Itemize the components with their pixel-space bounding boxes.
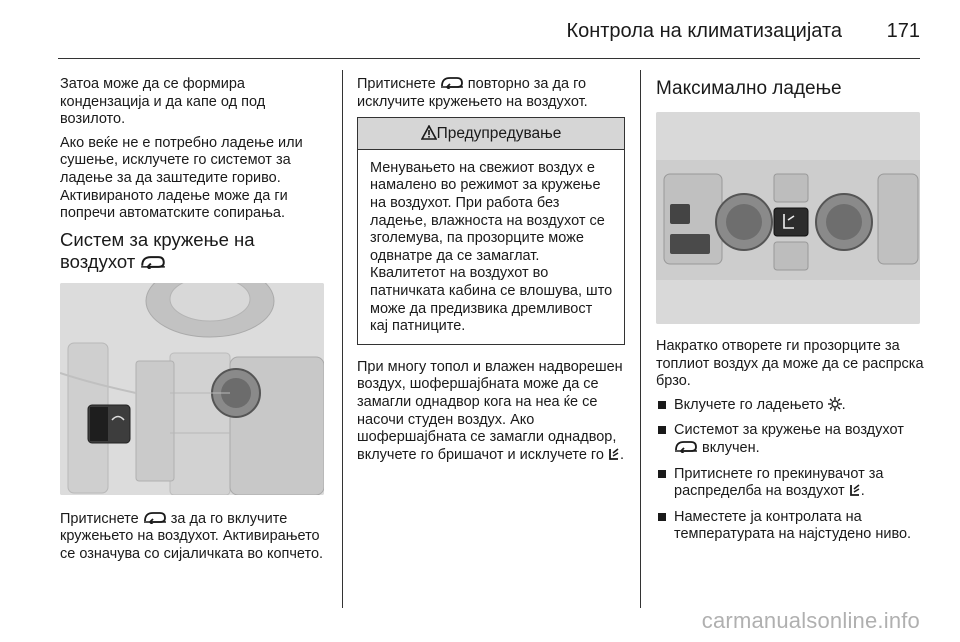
warning-text: Менувањето на свежиот воздух е намалено во режимот за кружење на воздухот. При работа без ладење, влажноста на воздухот се зголемува, па прозорците може одвнатре да се замаглат. Квалитетот на воздухот во патничката кабина се влошува, што може да предизвика дремливост кај патниците. [370, 159, 613, 335]
paragraph: Затоа може да се формира кондензација и да капе од под возилото. [60, 76, 266, 128]
warning-triangle-icon [421, 125, 437, 140]
section-heading: Максимално ладење [656, 78, 842, 99]
text: Притиснете го прекинувачот за распределба на воздухот [674, 465, 884, 500]
header-divider [58, 58, 920, 59]
column-3 [656, 76, 924, 552]
paragraph: Ако веќе не е потребно ладење или сушење, исклучете го системот за ладење за да заштедите гориво. Активираното ладење може да ги попречи автоматските сопирања. [60, 134, 303, 222]
column-1 [60, 76, 328, 570]
text: Вклучете го ладењето [674, 396, 824, 413]
warning-header [358, 118, 624, 150]
air-distribution-icon [608, 448, 620, 461]
section-heading-text: Систем за кружење на воздухот [60, 228, 255, 272]
text: Притиснете [60, 510, 139, 527]
paragraph [357, 359, 625, 465]
steps-list [656, 397, 924, 544]
text: . [841, 396, 846, 413]
text: Притиснете [357, 76, 436, 92]
text: вклучен. [702, 439, 760, 456]
warning-title: Предупредување [436, 125, 562, 143]
page-header [0, 0, 960, 60]
recirculation-button-photo [60, 283, 324, 495]
page-number: 171 [886, 20, 920, 42]
text: . [619, 446, 625, 463]
climate-panel-photo [656, 112, 920, 324]
list-item: Наместете ја контролата на температурата на најстудено ниво. [656, 509, 924, 544]
warning-box [357, 117, 625, 345]
ac-snowflake-icon [828, 397, 842, 411]
column-2 [357, 76, 625, 470]
text: Системот за кружење на воздухот [674, 422, 904, 439]
column-divider-2 [640, 70, 641, 608]
column-divider-1 [342, 70, 343, 608]
text: При многу топол и влажен надворешен воздух, шофершајбната може да се замагли однадвор кога на неа ќе се насочи студен воздух. Ако шофершајбната се замагли однадвор, вклучете го бришачот и исклучете го [357, 358, 623, 463]
list-item [656, 397, 924, 415]
list-item [656, 466, 924, 501]
recirculation-icon [143, 511, 167, 524]
watermark-logo[interactable]: carmanualsonline.info [701, 608, 920, 633]
paragraph: Накратко отворете ги прозорците за топлиот воздух да може да се распрска брзо. [656, 338, 924, 390]
page-title: Контрола на климатизацијата [566, 20, 842, 42]
text: . [860, 483, 865, 500]
recirculation-icon [140, 255, 166, 269]
paragraph [60, 511, 328, 564]
text: за да го вклучите кружењето на воздухот. Активирањето се означува со сијаличката во копчето. [60, 510, 324, 562]
text: повторно за да го исклучите кружењето на воздухот. [357, 76, 588, 110]
paragraph [357, 76, 625, 111]
air-distribution-icon [849, 484, 861, 497]
section-heading [60, 229, 328, 273]
recirculation-icon [440, 76, 464, 89]
list-item [656, 422, 924, 457]
recirculation-icon [674, 440, 698, 453]
